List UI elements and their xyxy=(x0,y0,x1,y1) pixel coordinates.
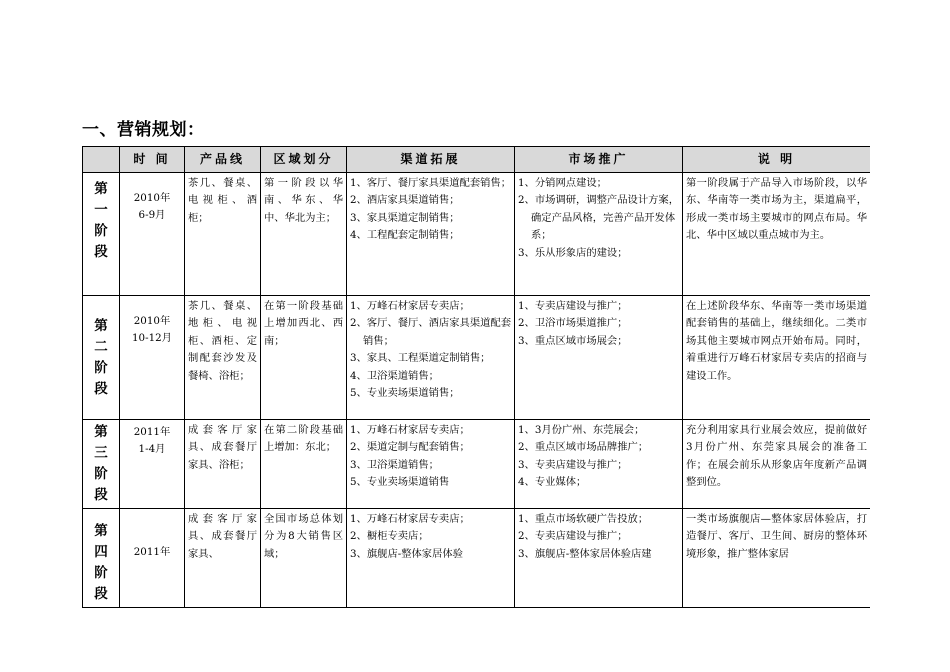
header-row xyxy=(83,147,871,173)
stage-char: 第 xyxy=(94,181,108,197)
header-time: 时 间 xyxy=(120,147,185,173)
note-text: 在上述阶段华东、华南等一类市场渠道配套销售的基础上，继续细化。二类市场其他主要城市网点开始布局。同时，着重进行万峰石材家居专卖店的招商与建设工作。 xyxy=(686,300,867,382)
products-cell: 成套客厅家具、成套餐厅家具、浴柜； xyxy=(185,420,261,509)
stage-char: 第 xyxy=(94,317,108,334)
promotion-item: 1、分销网点建设； xyxy=(518,177,607,189)
channels-cell xyxy=(347,420,515,509)
region-cell: 全国市场总体划分为8大销售区域； xyxy=(261,509,347,608)
promotion-item: 1、专卖店建设与推广； xyxy=(518,300,628,312)
time-months: 1-4月 xyxy=(138,443,166,456)
channel-item: 2、渠道定制与配套销售； xyxy=(350,441,470,454)
channel-item: 2、酒店家具渠道销售； xyxy=(350,194,460,207)
time-cell xyxy=(120,509,185,608)
promotion-item: 2、重点区域市场品牌推广； xyxy=(518,441,649,454)
table-row xyxy=(83,296,871,420)
promotion-item: 3、专卖店建设与推广； xyxy=(518,458,628,471)
header-notes: 说 明 xyxy=(683,147,871,173)
stage-char: 第 xyxy=(94,424,108,440)
stage-char: 四 xyxy=(94,544,108,560)
header-products: 产品线 xyxy=(185,147,261,173)
channel-item: 4、卫浴渠道销售； xyxy=(350,369,439,382)
header-channels: 渠道拓展 xyxy=(347,147,515,173)
notes-cell xyxy=(683,509,871,608)
time-cell xyxy=(120,173,185,296)
channel-item: 1、客厅、餐厅家具渠道配套销售； xyxy=(350,177,512,189)
table-row xyxy=(83,420,871,509)
header-region: 区域划分 xyxy=(261,147,347,173)
promotion-item: 1、重点市场软硬广告投放； xyxy=(518,513,649,525)
promotion-cell xyxy=(515,509,683,608)
stage-char: 段 xyxy=(94,244,108,260)
stage-cell xyxy=(83,420,120,509)
channel-item: 5、专业卖场渠道销售 xyxy=(350,476,450,489)
stage-char: 阶 xyxy=(94,223,108,239)
time-months: 6-9月 xyxy=(138,209,166,222)
time-year: 2011年 xyxy=(133,426,171,438)
stage-char: 段 xyxy=(94,487,108,503)
channel-item: 2、橱柜专卖店； xyxy=(350,530,429,543)
stage-char: 二 xyxy=(94,338,108,355)
channels-cell xyxy=(347,509,515,608)
notes-cell xyxy=(683,296,871,420)
stage-char: 段 xyxy=(94,586,108,602)
channel-item: 1、万峰石材家居专卖店； xyxy=(350,424,470,436)
time-cell xyxy=(120,420,185,509)
time-months: 10-12月 xyxy=(132,332,172,345)
promotion-item: 1、3月份广州、东莞展会； xyxy=(518,424,645,436)
channel-item: 3、家具渠道定制销售； xyxy=(350,211,460,224)
promotion-item: 3、重点区域市场展会； xyxy=(518,334,628,347)
channel-item: 2、客厅、餐厅、酒店家具渠道配套销售； xyxy=(350,317,512,347)
promotion-item: 2、市场调研，调整产品设计方案，确定产品风格，完善产品开发体系； xyxy=(518,194,680,242)
promotion-item: 4、专业媒体； xyxy=(518,476,587,489)
promotion-item: 3、旗舰店-整体家居体验店建 xyxy=(518,547,652,560)
stage-char: 阶 xyxy=(94,359,108,376)
products-cell: 茶几、餐桌、电视柜、酒柜； xyxy=(185,173,261,296)
stage-cell xyxy=(83,509,120,608)
note-text: 一类市场旗舰店—整体家居体验店，打造餐厅、客厅、卫生间、厨房的整体环境形象，推广整体家居 xyxy=(686,513,867,560)
stage-char: 一 xyxy=(94,202,108,218)
channel-item: 3、旗舰店-整体家居体验 xyxy=(350,547,463,560)
header-stage xyxy=(83,147,120,173)
products-cell: 成套客厅家具、成套餐厅家具、 xyxy=(185,509,261,608)
promotion-item: 2、专卖店建设与推广； xyxy=(518,530,628,543)
channel-item: 3、家具、工程渠道定制销售； xyxy=(350,352,491,365)
promotion-cell xyxy=(515,173,683,296)
channel-item: 1、万峰石材家居专卖店； xyxy=(350,300,470,312)
region-cell: 在第一阶段基础上增加西北、西南； xyxy=(261,296,347,420)
stage-char: 段 xyxy=(94,380,108,397)
channel-item: 5、专业卖场渠道销售； xyxy=(350,387,460,400)
stage-char: 阶 xyxy=(94,565,108,581)
channels-cell xyxy=(347,296,515,420)
region-cell: 第一阶段以华南、华东、华中、华北为主； xyxy=(261,173,347,296)
promotion-item: 2、卫浴市场渠道推广； xyxy=(518,317,628,330)
notes-cell xyxy=(683,173,871,296)
promotion-cell xyxy=(515,420,683,509)
region-cell: 在第二阶段基础上增加：东北； xyxy=(261,420,347,509)
table-row xyxy=(83,173,871,296)
time-year: 2010年 xyxy=(133,192,171,204)
time-year: 2011年 xyxy=(133,546,171,558)
stage-cell xyxy=(83,296,120,420)
stage-char: 三 xyxy=(94,445,108,461)
time-cell xyxy=(120,296,185,420)
notes-cell xyxy=(683,420,871,509)
note-text: 第一阶段属于产品导入市场阶段，以华东、华南等一类市场为主，渠道扁平，形成一类市场主要城市的网点布局。华北、华中区域以重点城市为主。 xyxy=(686,177,867,242)
table-wrapper xyxy=(82,146,870,672)
channel-item: 4、工程配套定制销售； xyxy=(350,229,460,242)
header-promotion: 市场推广 xyxy=(515,147,683,173)
table-row xyxy=(83,509,871,608)
channels-cell xyxy=(347,173,515,296)
time-year: 2010年 xyxy=(133,315,171,327)
stage-cell xyxy=(83,173,120,296)
page-title: 一、营销规划： xyxy=(82,120,205,140)
promotion-cell xyxy=(515,296,683,420)
channel-item: 3、卫浴渠道销售； xyxy=(350,458,439,471)
stage-char: 阶 xyxy=(94,466,108,482)
channel-item: 1、万峰石材家居专卖店； xyxy=(350,513,470,525)
products-cell: 茶几、餐桌、地柜、电视柜、酒柜、定制配套沙发及餐椅、浴柜； xyxy=(185,296,261,420)
stage-char: 第 xyxy=(94,523,108,539)
promotion-item: 3、乐从形象店的建设； xyxy=(518,246,628,259)
note-text: 充分利用家具行业展会效应，提前做好3月份广州、东莞家具展会的准备工作；在展会前乐从形象店年度新产品调整到位。 xyxy=(686,424,867,489)
marketing-plan-table xyxy=(82,146,870,608)
